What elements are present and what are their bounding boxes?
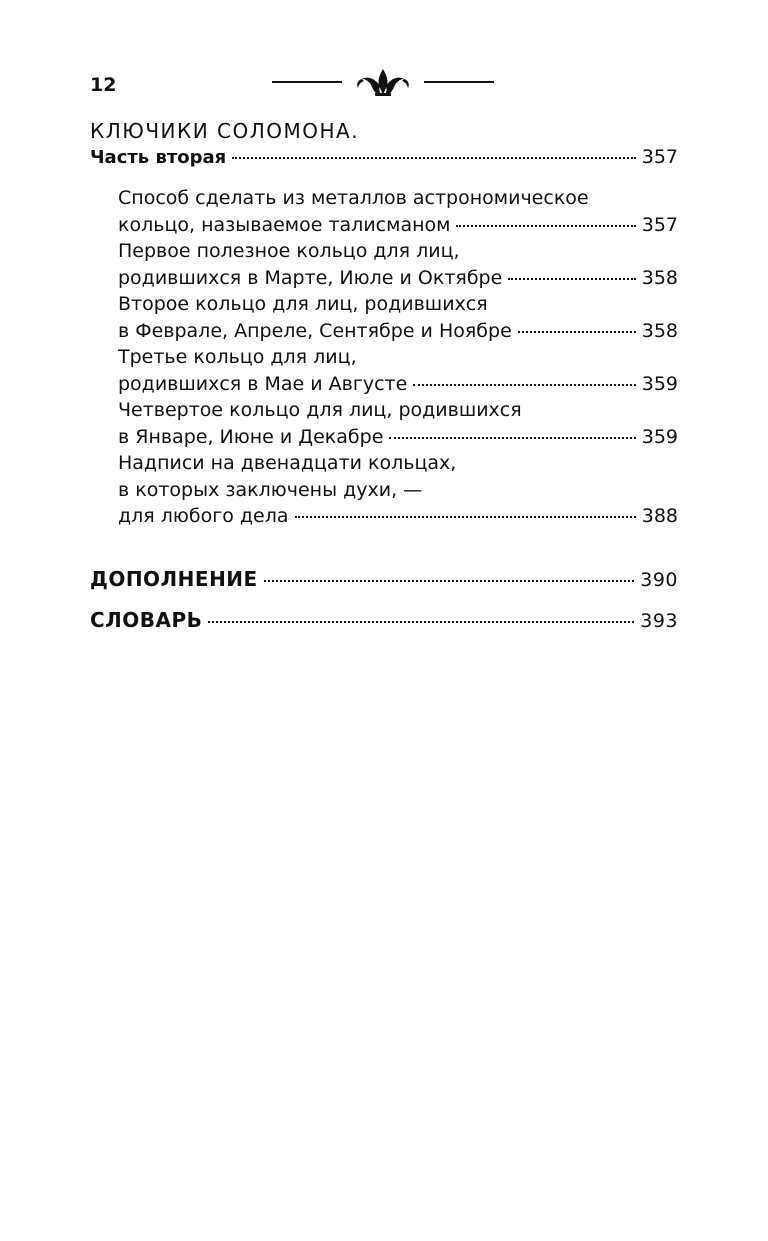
entry-page-number: 359 (641, 372, 678, 395)
part-label: Часть вторая (90, 147, 227, 168)
toc-entry[interactable] (118, 450, 678, 530)
entry-page-number: 388 (641, 505, 678, 527)
header-rule-left (272, 81, 342, 83)
dot-leader (208, 621, 634, 623)
toc-entry[interactable] (118, 291, 678, 344)
toc-dictionary-line[interactable] (90, 605, 678, 636)
dot-leader (413, 384, 635, 386)
entry-title-line: в которых заключены духи, — (118, 478, 423, 501)
dictionary-label: СЛОВАРЬ (90, 607, 203, 632)
dot-leader (232, 157, 636, 159)
entry-title-line: Способ сделать из металлов астрономическое (118, 187, 589, 209)
toc-part-line[interactable] (90, 144, 678, 171)
entry-title-line: Третье кольцо для лиц, (118, 346, 357, 368)
entry-title-line: Второе кольцо для лиц, родившихся (118, 293, 488, 315)
addendum-page-number: 390 (640, 568, 678, 591)
entry-title-last-line: в Феврале, Апреле, Сентябре и Ноябре (118, 319, 512, 342)
entry-title-last-line: для любого дела (118, 505, 289, 527)
toc-entry[interactable] (118, 344, 678, 397)
dot-leader (295, 516, 636, 518)
page-number: 12 (90, 74, 117, 96)
entry-page-number: 359 (641, 425, 678, 448)
toc-entry[interactable] (118, 185, 678, 238)
addendum-label: ДОПОЛНЕНИЕ (90, 566, 258, 591)
table-of-contents (90, 118, 678, 636)
header-rule-right (424, 81, 494, 83)
entry-page-number: 358 (641, 266, 678, 289)
entry-title-line: Четвертое кольцо для лиц, родившихся (118, 399, 522, 421)
entry-title-last-line: в Январе, Июне и Декабре (118, 425, 384, 448)
fleur-de-lis-ornament-icon (353, 66, 413, 100)
dot-leader (508, 278, 635, 280)
toc-entries (90, 185, 678, 530)
dictionary-page-number: 393 (640, 609, 678, 632)
entry-title-last-line: родившихся в Мае и Августе (118, 372, 408, 395)
toc-entry[interactable] (118, 397, 678, 450)
dot-leader (456, 225, 635, 227)
dot-leader (389, 437, 635, 439)
entry-title-line: Первое полезное кольцо для лиц, (118, 240, 460, 262)
entry-page-number: 358 (641, 319, 678, 342)
entry-title-last-line: кольцо, называемое талисманом (118, 213, 451, 236)
entry-title-line: Надписи на двенадцати кольцах, (118, 452, 457, 474)
entry-title-last-line: родившихся в Марте, Июле и Октябре (118, 266, 503, 289)
toc-entry[interactable] (118, 238, 678, 291)
page-header (0, 68, 768, 104)
section-title: КЛЮЧИКИ СОЛОМОНА. (90, 119, 360, 143)
part-page-number: 357 (641, 146, 678, 168)
dot-leader (264, 580, 635, 582)
entry-page-number: 357 (641, 213, 678, 236)
toc-addendum-line[interactable] (90, 564, 678, 595)
dot-leader (518, 331, 636, 333)
